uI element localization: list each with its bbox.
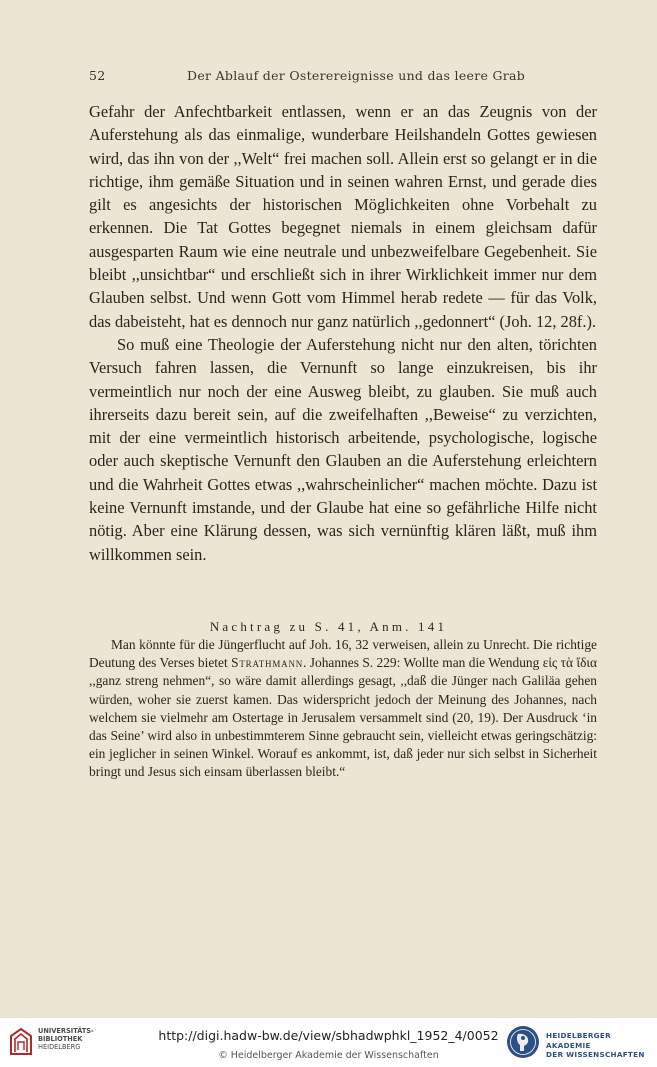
academy-seal-icon[interactable] — [506, 1025, 540, 1059]
copyright-notice: © Heidelberger Akademie der Wissenschaften — [218, 1050, 439, 1061]
academy-name-line: HEIDELBERGER AKADEMIE — [546, 1031, 611, 1050]
main-text — [89, 100, 597, 566]
academy-name — [546, 1031, 657, 1060]
addendum-paragraph — [89, 636, 597, 782]
page-number: 52 — [89, 68, 106, 83]
running-title: Der Ablauf der Osterereignisse und das leere Grab — [187, 68, 526, 83]
paragraph: So muß eine Theologie der Auferstehung nicht nur den alten, törichten Versuch fahren lassen, die Vernunft so lange einzukreisen, bis ihr vermeintlich nur noch der eine Ausweg bleibt, zu glauben. Sie muß auch ihrerseits dazu bereit sein, auf die zweifelhaften ,,Beweise“ zu verzichten, mit der eine vermeintlich historisch arbeitende, psychologische, logische oder auch skeptische Vernunft den Glauben an die Auferstehung erleichtern und die Wahrheit Gottes etwas ,,wahrscheinlicher“ machen möchte. Dazu ist keine Vernunft imstande, und der Glaube hat eine so gefährliche Hilfe nicht nötig. Aber eine Klärung dessen, was sich vernünftig klären läßt, muß ihm willkommen sein. — [89, 334, 597, 564]
library-name-line: UNIVERSITÄTS- — [38, 1027, 94, 1035]
library-name-line: HEIDELBERG — [38, 1043, 81, 1051]
author-name: Strathmann — [231, 655, 304, 671]
library-name-line: BIBLIOTHEK — [38, 1035, 83, 1043]
addendum-text-end: . Johannes S. 229: Wollte man die Wendung εἰς τὰ ἴδια ,,ganz streng nehmen“, so wäre damit allerdings gesagt, ,,daß die Jünger nach Galiläa gehen würden, woher sie zuerst kamen. Das widerspricht jedoch der Meinung des Johannes, nach welchem sie vielmehr am Ostertage in Jerusalem versammelt sind (20, 19). Der Ausdruck ‘in das Seine’ wird also in unbestimmterem Sinne gebraucht sein, vielleicht etwas geringschätzig: ein jeglicher in seinen Winkel. Worauf es ankommt, ist, daß jeder nur sich selbst in Sicherheit bringt und Jesus sich einsam überlassen bleibt.“ — [89, 655, 597, 780]
academy-name-line: DER WISSENSCHAFTEN — [546, 1050, 645, 1059]
addendum-title: Nachtrag zu S. 41, Anm. 141 — [209, 619, 448, 634]
addendum-note — [89, 636, 597, 782]
permalink-url[interactable]: http://digi.hadw-bw.de/view/sbhadwphkl_1952_4/0052 — [158, 1028, 499, 1043]
footer-bar — [0, 1018, 657, 1067]
paragraph: Gefahr der Anfechtbarkeit entlassen, wenn er an das Zeugnis von der Auferstehung als das einmalige, wunderbare Heilshandeln Gottes gewiesen wird, das ihn von der ,,Welt“ frei machen soll. Allein erst so gelangt er in die richtige, ihm gemäße Situation und in seinen wahren Ernst, und gerade dies gilt es angesichts der historischen Möglichkeiten ohne Vorbehalt zu erkennen. Die Tat Gottes begegnet niemals in einem gleichsam dafür ausgesparten Raum wie eine neutrale und unbezweifelbare Gegebenheit. Sie bleibt ,,unsichtbar“ und erschließt sich in ihrer Wirklichkeit immer nur dem Glauben selbst. Und wenn Gott vom Himmel herab redete — für das Volk, das dabeisteht, hat es dennoch nur ganz natürlich ,,gedonnert“ (Joh. 12, 28f.). — [89, 102, 597, 331]
addendum-text-start: Man könnte für die Jüngerflucht auf Joh. 16, 32 verweisen, allein zu Unrecht. Die richtige Deutung des Verses bietet — [89, 637, 597, 671]
